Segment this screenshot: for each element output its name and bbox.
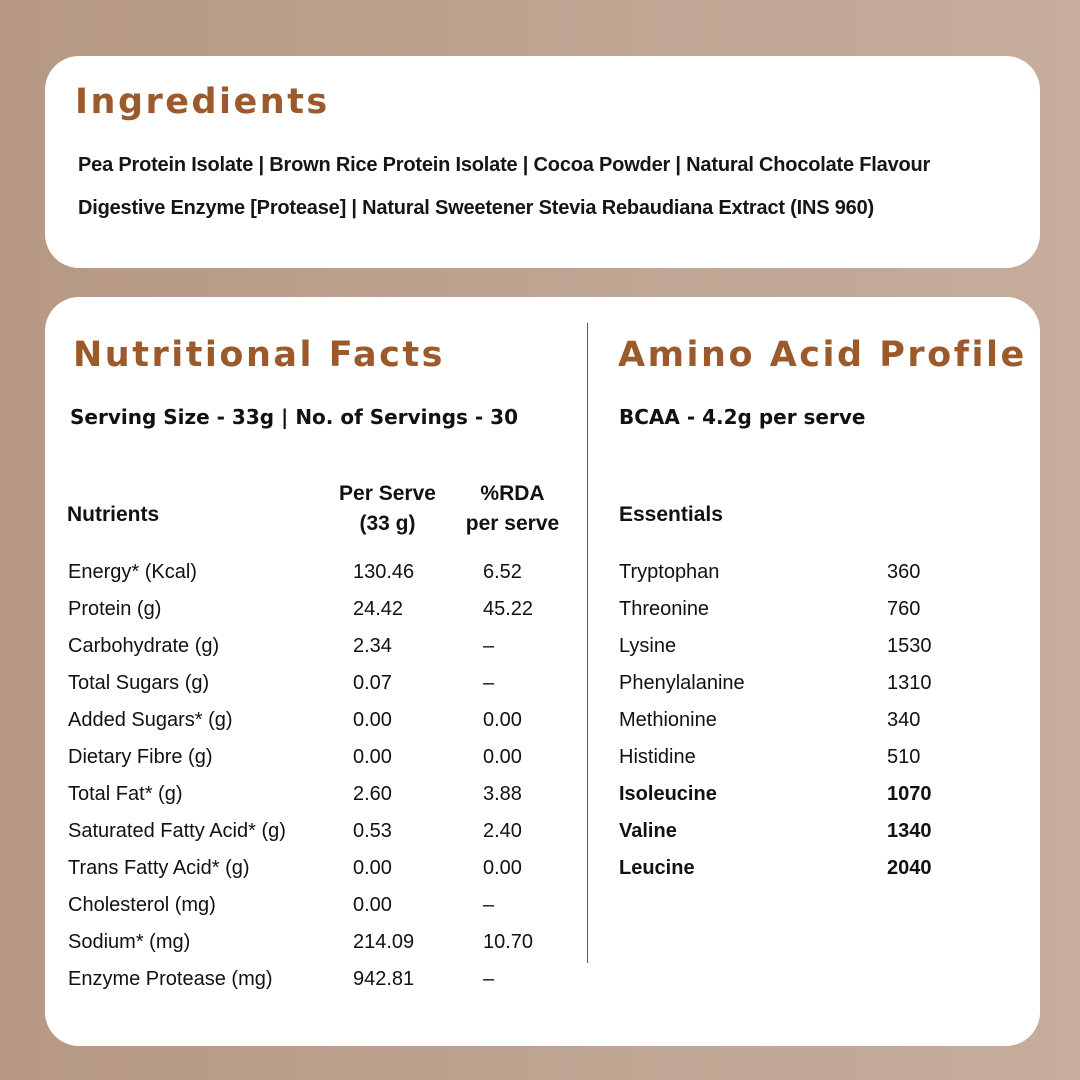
header-rda-line2: per serve (465, 512, 560, 535)
amino-value: 510 (887, 746, 921, 768)
amino-name: Leucine (619, 857, 695, 879)
amino-name: Histidine (619, 746, 696, 768)
nutrient-per-serve: 0.53 (353, 820, 392, 842)
amino-name: Valine (619, 820, 677, 842)
serving-info: Serving Size - 33g | No. of Servings - 30 (70, 405, 518, 429)
nutrient-per-serve: 2.34 (353, 635, 392, 657)
header-per-serve-line1: Per Serve (339, 482, 436, 505)
nutrient-rda: – (483, 968, 495, 990)
amino-value: 1070 (887, 783, 932, 805)
nutrient-per-serve: 0.00 (353, 746, 392, 768)
nutrient-name: Cholesterol (mg) (68, 894, 216, 916)
nutrient-per-serve: 942.81 (353, 968, 415, 990)
ingredients-title: Ingredients (75, 82, 330, 122)
nutrient-rda: 0.00 (483, 709, 522, 731)
nutrient-per-serve: 0.00 (353, 709, 392, 731)
nutrient-per-serve: 130.46 (353, 561, 415, 583)
nutrient-rda: – (483, 672, 495, 694)
nutrient-rda: 3.88 (483, 783, 522, 805)
amino-name: Isoleucine (619, 783, 717, 805)
amino-name: Lysine (619, 635, 677, 657)
nutrient-name: Saturated Fatty Acid* (g) (68, 820, 286, 842)
amino-value: 2040 (887, 857, 932, 879)
nutrient-rda: 2.40 (483, 820, 522, 842)
nutrient-name: Protein (g) (68, 598, 162, 620)
bcaa-info: BCAA - 4.2g per serve (619, 405, 866, 429)
nutrient-per-serve: 0.07 (353, 672, 392, 694)
ingredients-line-1: Pea Protein Isolate | Brown Rice Protein Isolate | Cocoa Powder | Natural Chocolate Flavour (78, 154, 931, 176)
nutrient-name: Total Sugars (g) (68, 672, 210, 694)
amino-name: Phenylalanine (619, 672, 745, 694)
nutrient-per-serve: 24.42 (353, 598, 404, 620)
nutrient-rda: 45.22 (483, 598, 534, 620)
nutrient-rda: 6.52 (483, 561, 522, 583)
amino-value: 360 (887, 561, 921, 583)
nutrient-name: Enzyme Protease (mg) (68, 968, 273, 990)
amino-value: 1340 (887, 820, 932, 842)
header-rda-line1: %RDA (480, 482, 545, 505)
amino-value: 1530 (887, 635, 932, 657)
amino-title: Amino Acid Profile (618, 335, 1027, 375)
nutrient-name: Added Sugars* (g) (68, 709, 233, 731)
nutrient-name: Sodium* (mg) (68, 931, 191, 953)
header-rda (450, 479, 575, 539)
amino-value: 340 (887, 709, 921, 731)
nutrient-name: Dietary Fibre (g) (68, 746, 213, 768)
amino-name: Methionine (619, 709, 717, 731)
ingredients-line-2: Digestive Enzyme [Protease] | Natural Sweetener Stevia Rebaudiana Extract (INS 960) (78, 197, 874, 219)
header-essentials: Essentials (619, 503, 723, 526)
amino-value: 1310 (887, 672, 932, 694)
ingredients-card (45, 56, 1040, 268)
nutrient-per-serve: 214.09 (353, 931, 415, 953)
nutrient-per-serve: 0.00 (353, 857, 392, 879)
amino-name: Threonine (619, 598, 710, 620)
nutrient-rda: 0.00 (483, 746, 522, 768)
nutrient-rda: 0.00 (483, 857, 522, 879)
amino-value: 760 (887, 598, 921, 620)
nutrient-per-serve: 2.60 (353, 783, 392, 805)
facts-card (45, 297, 1040, 1046)
header-per-serve (325, 479, 450, 539)
nutrient-name: Energy* (Kcal) (68, 561, 197, 583)
nutrition-title: Nutritional Facts (73, 335, 445, 375)
amino-name: Tryptophan (619, 561, 720, 583)
nutrient-per-serve: 0.00 (353, 894, 392, 916)
nutrient-rda: 10.70 (483, 931, 534, 953)
header-nutrients: Nutrients (67, 503, 160, 526)
nutrient-rda: – (483, 635, 495, 657)
nutrient-name: Total Fat* (g) (68, 783, 183, 805)
header-per-serve-line2: (33 g) (359, 512, 416, 535)
nutrient-rda: – (483, 894, 495, 916)
nutrient-name: Carbohydrate (g) (68, 635, 220, 657)
column-divider (587, 323, 588, 963)
nutrient-name: Trans Fatty Acid* (g) (68, 857, 250, 879)
